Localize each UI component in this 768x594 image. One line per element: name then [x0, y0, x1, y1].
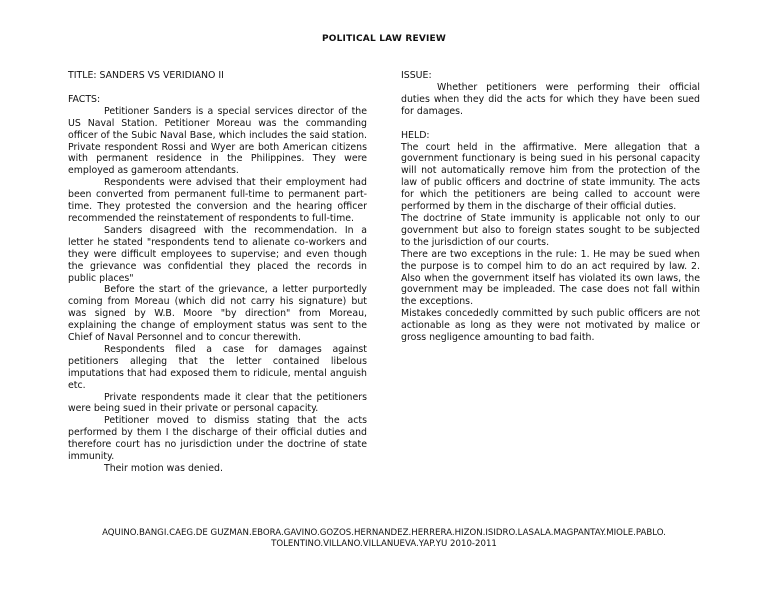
footer-line: AQUINO.BANGI.CAEG.DE GUZMAN.EBORA.GAVINO.GOZOS.HERNANDEZ.HERRERA.HIZON.ISIDRO.LASALA.MAGPANTAY.MIOLE.PABLO.	[102, 528, 666, 538]
facts-paragraph: Their motion was denied.	[104, 463, 223, 474]
issue-heading: ISSUE:	[401, 70, 432, 81]
facts-heading: FACTS:	[68, 93, 101, 105]
issue-text: Whether petitioners were performing their official duties when they did the acts for which they have been sued for damages.	[401, 81, 700, 117]
left-column	[68, 70, 367, 475]
footer-line: TOLENTINO.VILLANO.VILLANUEVA.YAP.YU 2010-2011	[271, 539, 497, 549]
case-title: TITLE: SANDERS VS VERIDIANO II	[68, 70, 224, 81]
facts-paragraph: Petitioner Sanders is a special services director of the US Naval Station. Petitioner Moreau was the commanding officer of the Subic Naval Base, which includes the said station. Private respondent Rossi and Wyer are both American citizens with permanent residence in the Philippines. They were employed as gameroom attendants.	[68, 105, 367, 177]
held-paragraph: There are two exceptions in the rule: 1. He may be sued when the purpose is to compel him to do an act required by law. 2. Also when the government itself has violated its own laws, the government may be impleaded. The case does not fall within the exceptions.	[401, 248, 700, 308]
right-column	[401, 70, 700, 344]
footer-credits	[40, 528, 728, 550]
facts-paragraph: Petitioner moved to dismiss stating that the acts performed by them I the discharge of their official duties and therefore court has no jurisdiction under the doctrine of state immunity.	[68, 415, 367, 463]
facts-paragraph: Private respondents made it clear that the petitioners were being sued in their private or personal capacity.	[68, 391, 367, 415]
facts-paragraph: Respondents were advised that their employment had been converted from permanent full-time to permanent part-time. They protested the conversion and the hearing officer recommended the reinstatement of respondents to full-time.	[68, 177, 367, 224]
held-paragraph: The doctrine of State immunity is applicable not only to our government but also to foreign states sought to be subjected to the jurisdiction of our courts.	[401, 212, 700, 248]
spacer	[401, 118, 700, 130]
facts-paragraph: Before the start of the grievance, a letter purportedly coming from Moreau (which did not carry his signature) but was signed by W.B. Moore "by direction" from Moreau, explaining the change of employment status was sent to the Chief of Naval Personnel and to concur therewith.	[68, 284, 367, 344]
held-heading: HELD:	[401, 129, 430, 141]
held-paragraph: Mistakes concededly committed by such public officers are not actionable as long as they were not motivated by malice or gross negligence amounting to bad faith.	[401, 308, 700, 344]
page-title: POLITICAL LAW REVIEW	[321, 34, 447, 44]
facts-paragraph: Respondents filed a case for damages against petitioners alleging that the letter contained libelous imputations that had exposed them to ridicule, mental anguish etc.	[68, 343, 367, 391]
spacer	[68, 82, 367, 94]
held-paragraph: The court held in the affirmative. Mere allegation that a government functionary is being sued in his personal capacity will not automatically remove him from the protection of the law of public officers and doctrine of state immunity. The acts for which the petitioners are being called to account were performed by them in the discharge of their official duties.	[401, 141, 700, 213]
facts-paragraph: Sanders disagreed with the recommendation. In a letter he stated "respondents tend to alienate co-workers and they were difficult employees to supervise; and even though the grievance was confidential they placed the records in public places"	[68, 224, 367, 284]
